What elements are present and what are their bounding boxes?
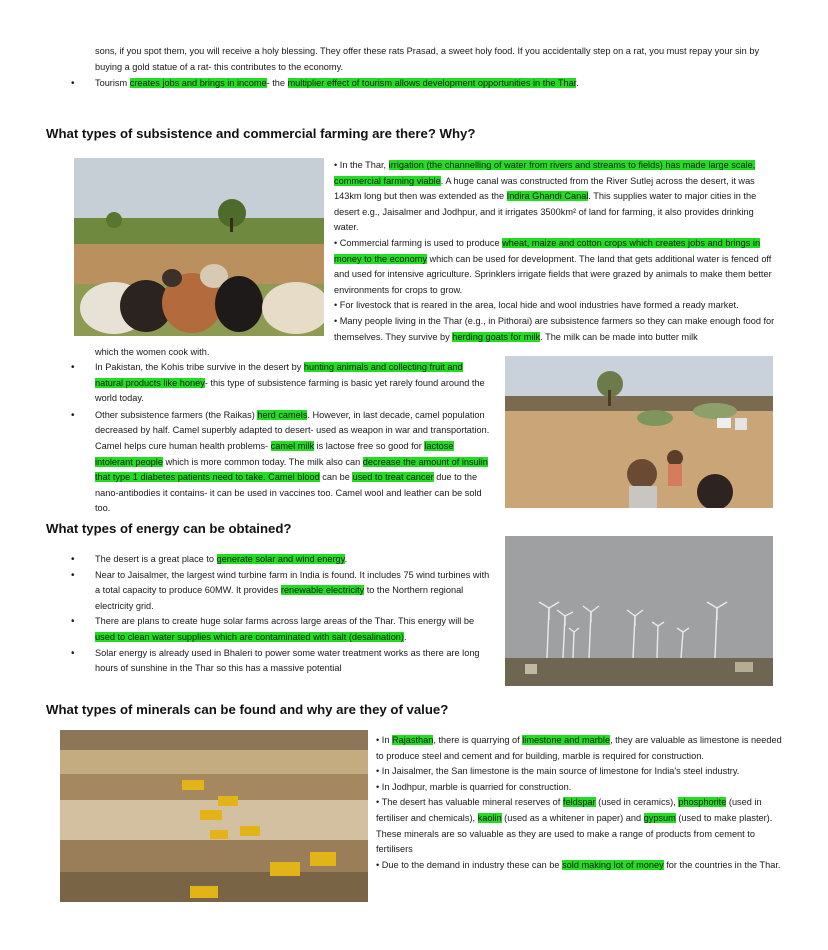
highlight: used to treat cancer <box>352 472 434 483</box>
text: . This supplies water to major cities in the desert e.g., Jaisalmer and Jodhpur, and it irrigates 3500km² of land for farming, it also provides drinking water. <box>334 191 757 233</box>
text: (used as a whitener in paper) and <box>501 812 644 823</box>
kohis-bullet <box>95 360 493 407</box>
highlight: kaolin <box>477 812 502 823</box>
continuation-line <box>95 345 495 361</box>
text: (used to make plaster). These minerals are so valuable as they are used to make a range of products from cement to fertilisers <box>376 812 773 855</box>
highlight: hunting animals and collecting fruit and natural products like honey <box>95 362 463 388</box>
tourism-list <box>95 76 785 92</box>
text: Many people living in the Thar (e.g., in Pithorai) are subsistence farmers so they can make enough food for themselves. They survive by <box>334 315 775 342</box>
energy-bullet-4 <box>95 646 493 677</box>
highlight: herd camels <box>257 409 308 420</box>
text: In Jodhpur, marble is quarried for construction. <box>381 781 572 792</box>
highlight: generate solar and wind energy <box>216 554 345 564</box>
text: The desert is a great place to <box>95 554 217 564</box>
text: is lactose free so good for <box>314 440 425 451</box>
intro-paragraph <box>95 44 785 75</box>
energy-list <box>95 552 493 677</box>
text: For livestock that is reared in the area, local hide and wool industries have formed a ready market. <box>339 300 739 311</box>
text: . However, in last decade, camel population decreased by half. Camel superbly adapted to desert- used as weapon in war and transportation. Camel helps cure human health problems- <box>95 409 490 451</box>
wind-farm-photo <box>505 536 773 686</box>
text: due to the nano-antibodies it contains- it can be used in vaccines too. Camel wool and leather can be sold too. <box>95 472 482 514</box>
irrigation-paragraph: • In the Thar, irrigation (the channelling of water from rivers and streams to fields) has made large scale, commercial farming viable. A huge canal was constructed from the River Sutlej across the desert, it was 143km long but then was extended as the Indira Ghandi Canal. This supplies water to major cities in the desert e.g., Jaisalmer and Jodhpur, and it irrigates 3500km² of land for farming, it also provides drinking water. <box>334 160 757 233</box>
tourism-bullet <box>95 76 785 92</box>
text: In Pakistan, the Kohis tribe survive in the desert by <box>95 362 304 372</box>
text: which can be used for development. The land that gets additional water is fenced off and used for intensive agriculture. Sprinklers irrigate fields that were grazed by animals to make them better environments for crops to grow. <box>334 253 772 295</box>
energy-bullet-1 <box>95 552 493 568</box>
highlight: decrease the amount of insulin that type 1 diabetes patients need to take. Camel blood <box>95 456 488 483</box>
highlight: renewable electricity <box>280 585 365 596</box>
minerals-bullet-5: • Due to the demand in industry these can be sold making lot of money for the countries in the Thar. <box>376 859 781 870</box>
highlight: herding goats for milk <box>452 331 541 342</box>
minerals-bullet-2: • In Jaisalmer, the San limestone is the main source of limestone for India's steel industry. <box>376 766 740 777</box>
goats-photo <box>74 158 324 336</box>
energy-bullet-2 <box>95 568 493 615</box>
highlight: used to clean water supplies which are contaminated with salt (desalination) <box>95 631 404 642</box>
text: , they are valuable as limestone is needed to produce steel and cement and for building, marble is required for construction. <box>376 735 782 761</box>
highlight: irrigation (the channelling of water from rivers and streams to fields) has made large scale, commercial farming viable <box>334 160 756 186</box>
text: to the Northern regional electricity grid. <box>95 585 464 611</box>
minerals-heading: What types of minerals can be found and why are they of value? <box>46 702 449 717</box>
text: . <box>576 78 579 88</box>
text: . A huge canal was constructed from the River Sutlej across the desert, it was 143km long but then was extended as the <box>334 175 755 202</box>
raikas-bullet <box>95 408 493 517</box>
livestock-paragraph: • For livestock that is reared in the area, local hide and wool industries have formed a ready market. <box>334 300 739 311</box>
text: - this type of subsistence farming is basic yet rarely found around the world today. <box>95 377 485 404</box>
text: , there is quarrying of <box>433 735 523 745</box>
text: Tourism <box>95 78 130 88</box>
text: Other subsistence farmers (the Raikas) <box>95 409 258 420</box>
highlight: multiplier effect of tourism allows development opportunities in the Thar <box>287 78 577 88</box>
minerals-bullet-4: • The desert has valuable mineral reserves of feldspar (used in ceramics), phosphorite (used in fertiliser and chemicals), kaolin (used as a whitener in paper) and gypsum (used to make plaster). These minerals are so valuable as they are used to make a range of products from cement to fertilisers <box>376 797 773 855</box>
minerals-bullet-3: • In Jodhpur, marble is quarried for construction. <box>376 781 572 792</box>
text: Commercial farming is used to produce <box>339 237 503 248</box>
farming-left-list <box>95 360 493 517</box>
text: In the Thar, <box>339 160 389 170</box>
village-photo <box>505 356 773 508</box>
minerals-bullet-1: • In Rajasthan, there is quarrying of limestone and marble, they are valuable as limestone is needed to produce steel and cement and for building, marble is required for construction. <box>376 735 782 761</box>
highlight: lactose intolerant people <box>95 440 454 467</box>
highlight: phosphorite <box>678 797 727 808</box>
farming-right-column <box>334 158 780 345</box>
text: In <box>381 735 392 745</box>
subsistence-paragraph: • Many people living in the Thar (e.g., in Pithorai) are subsistence farmers so they can make enough food for themselves. They survive by herding goats for milk. The milk can be made into butter milk <box>334 315 775 342</box>
text: In Jaisalmer, the San limestone is the main source of limestone for India's steel industry. <box>381 766 740 777</box>
rats-text: sons, if you spot them, you will receive a holy blessing. They offer these rats Prasad, a sweet holy food. If you accidentally step on a rat, you must repay your sin by buying a gold statue of a rat- this contributes to the economy. <box>95 46 760 72</box>
highlight: feldspar <box>562 797 596 808</box>
highlight: creates jobs and brings in income <box>129 78 267 88</box>
energy-bullet-3 <box>95 614 493 645</box>
text: Due to the demand in industry these can be <box>381 859 563 870</box>
text: . The milk can be made into butter milk <box>540 331 698 342</box>
text: for the countries in the Thar. <box>663 859 781 870</box>
text: which the women cook with. <box>95 347 210 357</box>
text: which is more common today. The milk also can <box>162 456 363 467</box>
highlight: sold making lot of money <box>562 859 664 870</box>
text: (used in ceramics), <box>595 797 679 808</box>
text: Solar energy is already used in Bhaleri to power some water treatment works as there are long hours of sunshine in the Thar so this has a massive potential <box>95 647 480 674</box>
highlight: wheat, maize and cotton crops which creates jobs and brings in money to the economy <box>334 237 761 264</box>
text: can be <box>319 472 353 483</box>
text: . <box>403 631 407 642</box>
text: - the <box>266 78 288 88</box>
highlight: gypsum <box>643 812 676 823</box>
highlight: camel milk <box>270 440 315 451</box>
highlight: Indira Ghandi Canal <box>506 191 589 202</box>
text: (used in fertiliser and chemicals), <box>376 797 762 823</box>
highlight: limestone and marble <box>522 735 611 745</box>
text: The desert has valuable mineral reserves of <box>381 797 563 808</box>
text: . <box>344 554 348 564</box>
text: There are plans to create huge solar farms across large areas of the Thar. This energy will be <box>95 616 475 627</box>
energy-heading: What types of energy can be obtained? <box>46 521 292 536</box>
highlight: Rajasthan <box>392 735 434 745</box>
quarry-photo <box>60 730 368 902</box>
text: Near to Jaisalmer, the largest wind turbine farm in India is found. It includes 75 wind turbines with a total capacity to produce 60MW. It provides <box>95 569 490 596</box>
minerals-column <box>376 733 782 873</box>
farming-heading: What types of subsistence and commercial farming are there? Why? <box>46 126 476 141</box>
commercial-paragraph: • Commercial farming is used to produce wheat, maize and cotton crops which creates jobs and brings in money to the economy which can be used for development. The land that gets additional water is fenced off and used for intensive agriculture. Sprinklers irrigate fields that were grazed by animals to make them better environments for crops to grow. <box>334 237 772 295</box>
